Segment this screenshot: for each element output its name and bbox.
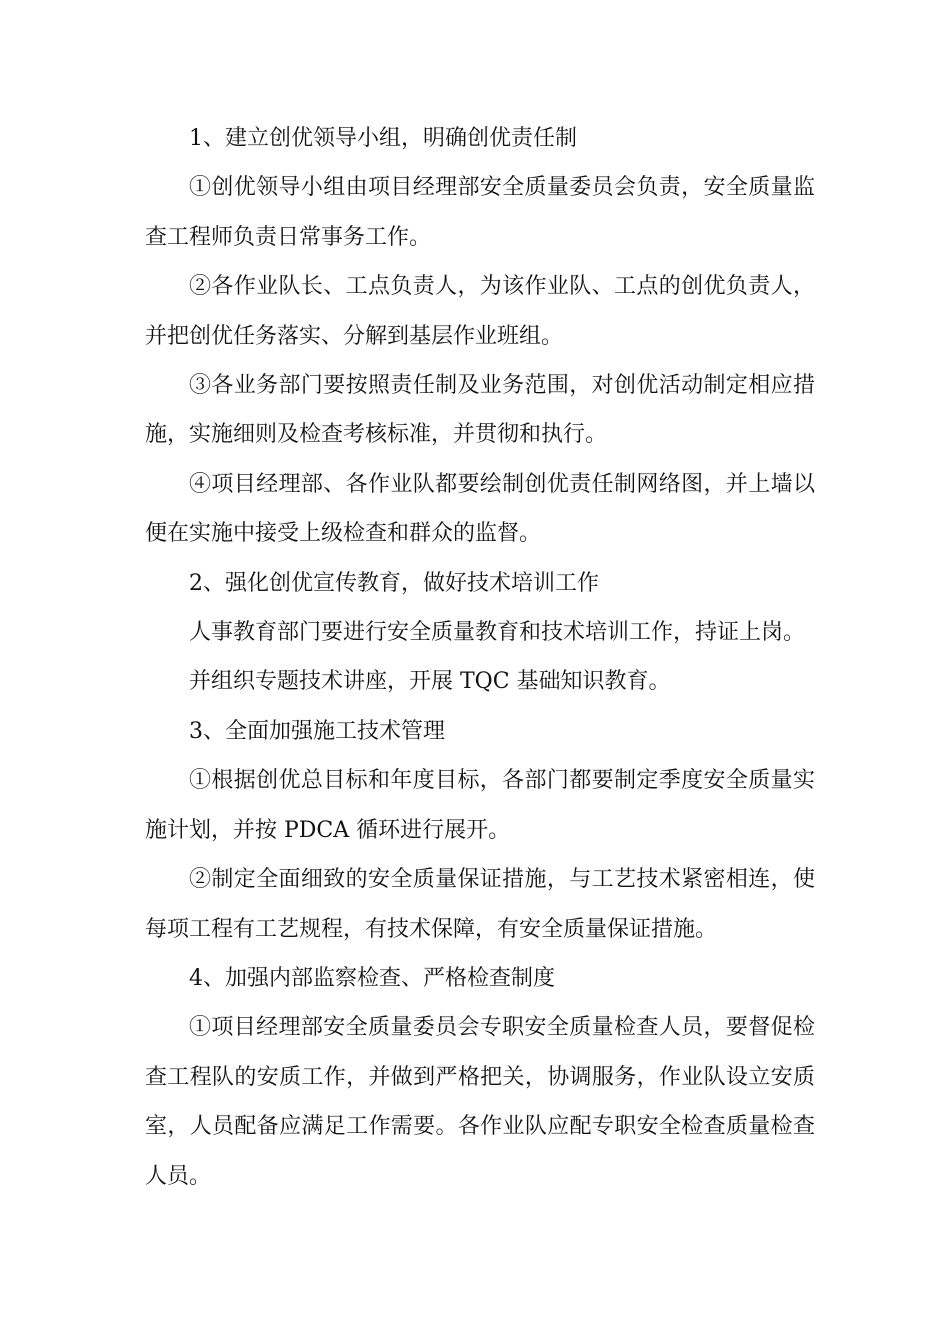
paragraph: ①项目经理部安全质量委员会专职安全质量检查人员，要督促检查工程队的安质工作，并做到严格把关，协调服务，作业队设立安质室，人员配备应满足工作需要。各作业队应配专职安全检查质量检查人员。 bbox=[145, 1015, 815, 1189]
document-body bbox=[145, 114, 815, 1201]
section-heading-3: 3、全面加强施工技术管理 bbox=[189, 718, 445, 744]
paragraph: ②制定全面细致的安全质量保证措施，与工艺技术紧密相连，使每项工程有工艺规程，有技术保障，有安全质量保证措施。 bbox=[145, 867, 815, 942]
paragraph: ①根据创优总目标和年度目标，各部门都要制定季度安全质量实施计划，并按 PDCA 循环进行展开。 bbox=[145, 768, 815, 843]
paragraph: 并组织专题技术讲座，开展 TQC 基础知识教育。 bbox=[189, 669, 671, 695]
paragraph: ①创优领导小组由项目经理部安全质量委员会负责，安全质量监查工程师负责日常事务工作。 bbox=[145, 175, 815, 250]
section-heading-4: 4、加强内部监察检查、严格检查制度 bbox=[189, 965, 555, 991]
section-heading-2: 2、强化创优宣传教育，做好技术培训工作 bbox=[189, 570, 599, 596]
paragraph: ③各业务部门要按照责任制及业务范围，对创优活动制定相应措施，实施细则及检查考核标准，并贯彻和执行。 bbox=[145, 373, 815, 448]
section-heading-1: 1、建立创优领导小组，明确创优责任制 bbox=[189, 126, 577, 151]
paragraph: 人事教育部门要进行安全质量教育和技术培训工作，持证上岗。 bbox=[189, 620, 806, 646]
paragraph: ④项目经理部、各作业队都要绘制创优责任制网络图，并上墙以便在实施中接受上级检查和群众的监督。 bbox=[145, 471, 815, 547]
paragraph: ②各作业队长、工点负责人，为该作业队、工点的创优负责人，并把创优任务落实、分解到基层作业班组。 bbox=[145, 274, 815, 349]
